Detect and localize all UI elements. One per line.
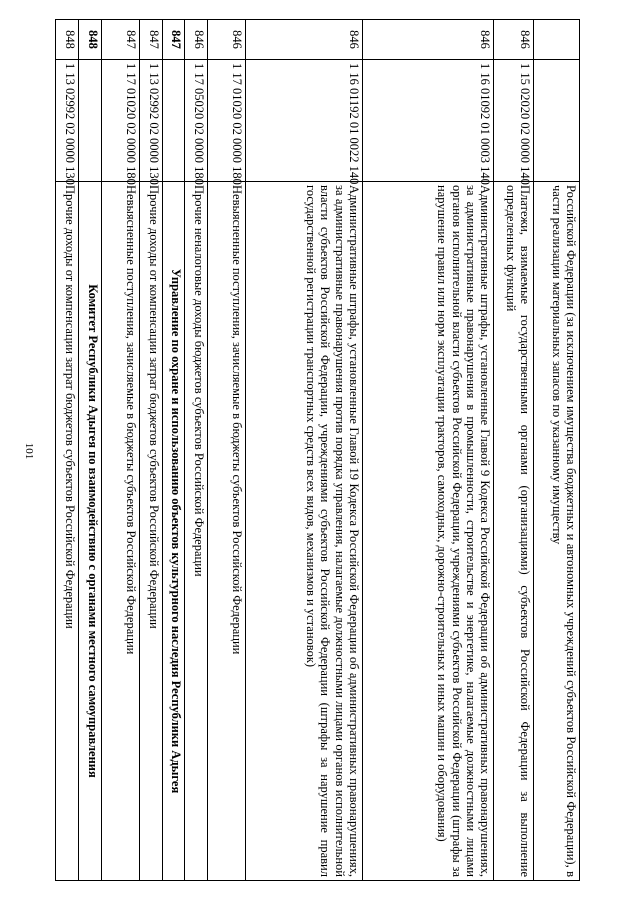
kbk-code-cell: 1 15 02020 02 0000 140: [494, 60, 534, 182]
table-row: [208, 20, 246, 881]
description-cell: Платежи, взимаемые государственными органами (организациями) субъектов Российской Федерации за выполнение определенных функций: [494, 182, 534, 881]
description-cell: Административные штрафы, установленные Главой 19 Кодекса Российской Федерации об административных правонарушениях, за административные правонарушения против порядка управления, налагаемые должностными лицами органов исполнительной власти субъектов Российской Федерации, учреждениями субъектов Российской Федерации (штрафы за нарушение правил государственной регистрации транспортных средств всех видов, механизмов и установок): [246, 182, 363, 881]
page-number: 101: [23, 442, 35, 460]
admin-code-cell: 848: [79, 20, 102, 60]
kbk-code-cell: [162, 60, 185, 182]
description-cell: Административные штрафы, установленные Главой 9 Кодекса Российской Федерации об административных правонарушениях, за административные правонарушения в промышленности, строительстве и энергетике, налагаемые должностными лицами органов исполнительной власти субъектов Российской Федерации, учреждениями субъектов Российской Федерации (штрафы за нарушение правил или норм эксплуатации тракторов, самоходных, дорожно-строительных и иных машин и оборудования): [362, 182, 494, 881]
table-row: [494, 20, 534, 881]
section-header-row: [162, 20, 185, 881]
kbk-code-cell: 1 17 01020 02 0000 180: [102, 60, 140, 182]
admin-code-cell: [534, 20, 580, 60]
rotated-table-wrapper: [55, 19, 580, 880]
admin-code-cell: 846: [494, 20, 534, 60]
description-cell: Российской Федерации (за исключением имущества бюджетных и автономных учреждений субъектов Российской Федерации), в части реализации материальных запасов по указанному имуществу: [534, 182, 580, 881]
admin-code-cell: 846: [185, 20, 208, 60]
kbk-code-cell: [534, 60, 580, 182]
table-row: [102, 20, 140, 881]
kbk-code-cell: 1 16 01092 01 0003 140: [362, 60, 494, 182]
kbk-code-cell: 1 13 02992 02 0000 130: [139, 60, 162, 182]
description-cell: Управление по охране и использованию объектов культурного наследия Республики Адыгея: [162, 182, 185, 881]
admin-code-cell: 847: [162, 20, 185, 60]
admin-code-cell: 846: [208, 20, 246, 60]
admin-code-cell: 846: [246, 20, 363, 60]
table-row: [56, 20, 79, 881]
description-cell: Невыясненные поступления, зачисляемые в бюджеты субъектов Российской Федерации: [208, 182, 246, 881]
kbk-code-cell: 1 13 02992 02 0000 130: [56, 60, 79, 182]
table-row: [362, 20, 494, 881]
kbk-code-cell: 1 17 01020 02 0000 180: [208, 60, 246, 182]
table-row: [139, 20, 162, 881]
table-row: [246, 20, 363, 881]
section-header-row: [79, 20, 102, 881]
admin-code-cell: 848: [56, 20, 79, 60]
description-cell: Прочие доходы от компенсации затрат бюджетов субъектов Российской Федерации: [56, 182, 79, 881]
description-cell: Прочие доходы от компенсации затрат бюджетов субъектов Российской Федерации: [139, 182, 162, 881]
table-body: [56, 20, 580, 881]
kbk-code-cell: 1 17 05020 02 0000 180: [185, 60, 208, 182]
revenue-codes-table: [55, 19, 580, 881]
admin-code-cell: 847: [102, 20, 140, 60]
table-row: [185, 20, 208, 881]
table-row: [534, 20, 580, 881]
kbk-code-cell: 1 16 01192 01 0022 140: [246, 60, 363, 182]
description-cell: Невыясненные поступления, зачисляемые в бюджеты субъектов Российской Федерации: [102, 182, 140, 881]
description-cell: Прочие неналоговые доходы бюджетов субъектов Российской Федерации: [185, 182, 208, 881]
description-cell: Комитет Республики Адыгея по взаимодействию с органами местного самоуправления: [79, 182, 102, 881]
kbk-code-cell: [79, 60, 102, 182]
admin-code-cell: 846: [362, 20, 494, 60]
admin-code-cell: 847: [139, 20, 162, 60]
